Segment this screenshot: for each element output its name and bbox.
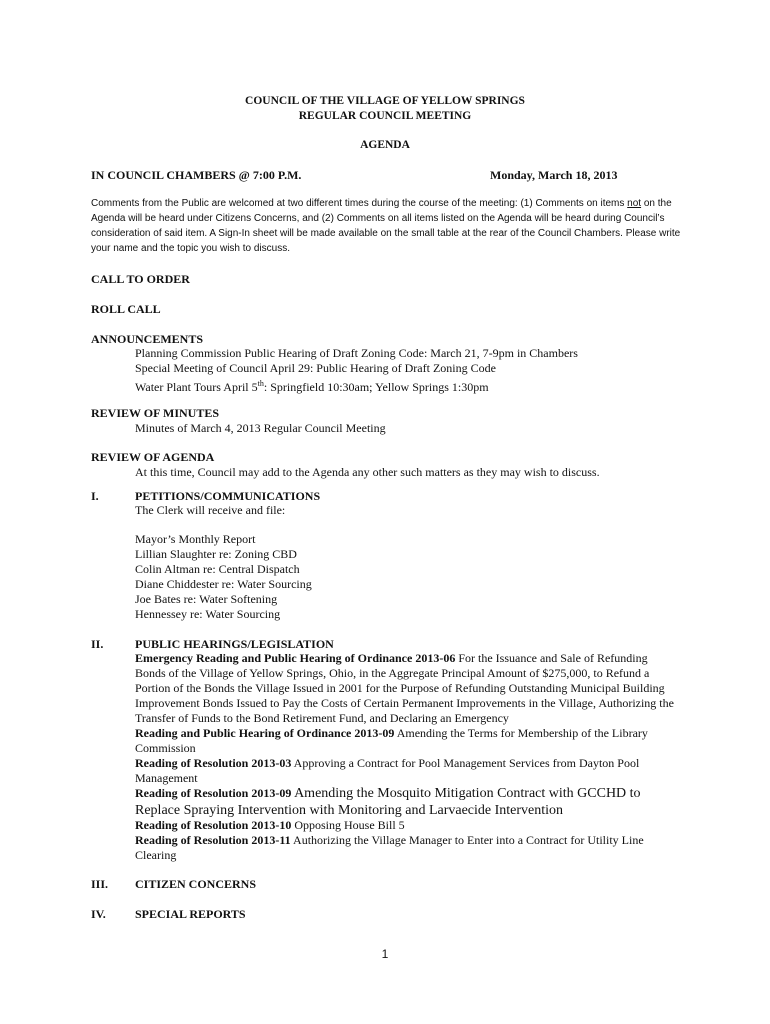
legislation-heading: PUBLIC HEARINGS/LEGISLATION — [135, 637, 334, 651]
petition-item: Diane Chiddester re: Water Sourcing — [135, 577, 312, 591]
petition-item: Lillian Slaughter re: Zoning CBD — [135, 547, 297, 561]
announcement-item — [135, 376, 489, 395]
section-numeral: IV. — [91, 907, 106, 921]
notice-part-1: Comments from the Public are welcomed at two different times during the course of the meeting: (1) Comments on items — [91, 198, 628, 209]
citizen-concerns-heading: CITIZEN CONCERNS — [135, 877, 257, 891]
legislation-title: Reading of Resolution 2013-11 — [135, 833, 291, 847]
announcements-heading: ANNOUNCEMENTS — [91, 332, 204, 346]
meeting-date: Monday, March 18, 2013 — [490, 168, 618, 182]
legislation-title: Reading of Resolution 2013-09 — [135, 786, 292, 800]
section-numeral: II. — [91, 637, 104, 651]
minutes-heading: REVIEW OF MINUTES — [91, 406, 220, 420]
petitions-heading: PETITIONS/COMMUNICATIONS — [135, 489, 321, 503]
special-reports-heading: SPECIAL REPORTS — [135, 907, 246, 921]
petition-item: Colin Altman re: Central Dispatch — [135, 562, 300, 576]
section-numeral: III. — [91, 877, 109, 891]
section-numeral: I. — [91, 489, 99, 503]
minutes-item: Minutes of March 4, 2013 Regular Council Meeting — [135, 421, 386, 435]
legislation-text: Opposing House Bill 5 — [291, 818, 405, 832]
ordinal-suffix: th — [257, 379, 264, 388]
legislation-item — [135, 785, 680, 819]
legislation-item — [135, 818, 680, 833]
legislation-text: For the Issuance and Sale of Refunding Bonds of the Village of Yellow Springs, Ohio, in the Aggregate Principal Amount of $275,000, to Refund a Portion of the Bonds the Village Issued in 2001 for the Purpose of Refunding Outstanding Municipal Building Improvement Bonds Issued to Pay the Costs of Certain Permanent Improvements in the Village, Authorizing the Transfer of Funds to the Bond Retirement Fund, and Declaring an Emergency — [135, 651, 674, 725]
call-to-order-heading: CALL TO ORDER — [91, 272, 190, 286]
agenda-review-item: At this time, Council may add to the Agenda any other such matters as they may wish to discuss. — [135, 465, 600, 479]
legislation-text: Authorizing the Village Manager to Enter into a Contract for Utility Line Clearing — [135, 833, 644, 862]
agenda-review-heading: REVIEW OF AGENDA — [91, 450, 215, 464]
legislation-title: Reading and Public Hearing of Ordinance 2013-09 — [135, 726, 395, 740]
public-comment-notice — [91, 196, 687, 256]
legislation-item — [135, 833, 655, 863]
meeting-type: REGULAR COUNCIL MEETING — [298, 110, 472, 122]
petition-item: Joe Bates re: Water Softening — [135, 592, 278, 606]
legislation-title: Reading of Resolution 2013-10 — [135, 818, 292, 832]
legislation-title: Emergency Reading and Public Hearing of Ordinance 2013-06 — [135, 651, 456, 665]
notice-not-word: not — [627, 198, 642, 209]
roll-call-heading: ROLL CALL — [91, 302, 161, 316]
legislation-title: Reading of Resolution 2013-03 — [135, 756, 292, 770]
legislation-text: Approving a Contract for Pool Management Services from Dayton Pool Management — [135, 756, 640, 785]
petitions-intro: The Clerk will receive and file: — [135, 503, 286, 517]
legislation-text: Amending the Mosquito Mitigation Contract with GCCHD to Replace Spraying Intervention with Monitoring and Larvaecide Intervention — [135, 786, 641, 818]
announcement-text: Water Plant Tours April 5 — [135, 380, 258, 394]
announcement-text: : Springfield 10:30am; Yellow Springs 1:30pm — [263, 380, 489, 394]
legislation-item — [135, 726, 680, 756]
announcement-item: Special Meeting of Council April 29: Public Hearing of Draft Zoning Code — [135, 361, 496, 375]
legislation-text: Amending the Terms for Membership of the Library Commission — [135, 726, 648, 755]
council-title: COUNCIL OF THE VILLAGE OF YELLOW SPRINGS — [245, 95, 525, 107]
petition-item: Mayor’s Monthly Report — [135, 532, 256, 546]
announcement-item: Planning Commission Public Hearing of Draft Zoning Code: March 21, 7-9pm in Chambers — [135, 346, 578, 360]
legislation-item — [135, 651, 680, 726]
notice-part-2: on the Agenda will be heard under Citizens Concerns, and (2) Comments on all items listed on the Agenda will be heard during Council’s consideration of said item. A Sign-In sheet will be made available on the small table at the rear of the Council Chambers. Please write your name and the topic you wish to discuss. — [91, 198, 681, 254]
page-number: 1 — [381, 947, 389, 961]
petition-item: Hennessey re: Water Sourcing — [135, 607, 281, 621]
legislation-item — [135, 756, 680, 786]
meeting-location: IN COUNCIL CHAMBERS @ 7:00 P.M. — [91, 168, 302, 182]
agenda-heading: AGENDA — [360, 139, 410, 151]
